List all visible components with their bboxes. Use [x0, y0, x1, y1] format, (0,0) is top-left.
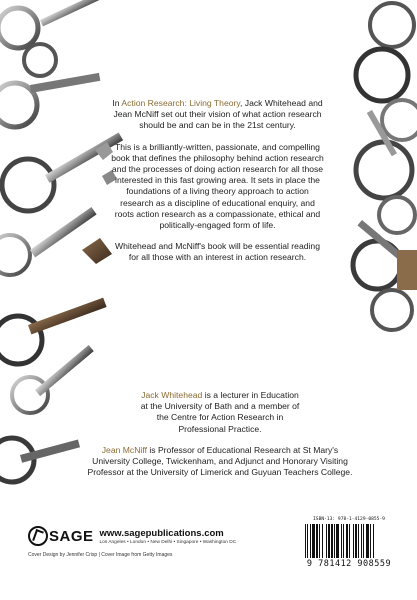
barcode-bar: [310, 524, 311, 558]
barcode-bar: [334, 524, 335, 558]
barcode-bar: [355, 524, 357, 558]
isbn-label: ISBN-13: 978-1-4129-0855-9: [313, 517, 385, 522]
barcode-bar: [319, 524, 320, 558]
publisher-footer: [28, 526, 258, 558]
barcode-bar: [322, 524, 323, 558]
barcode-bar: [316, 524, 318, 558]
cover-credit: Cover Design by Jennifer Crisp | Cover Image from Getty Images: [28, 552, 173, 558]
barcode-number: 9 781412 908559: [306, 559, 392, 569]
barcode-bar: [305, 524, 306, 558]
barcode-bar: [366, 524, 369, 558]
barcode-bar: [346, 524, 348, 558]
barcode-bar: [373, 524, 374, 558]
description-paragraph: This is a brilliantly-written, passionate, and compelling book that defines the philosophy behind action research and the processes of doing action research for all those interested in this fast growing area. It sets in place the foundations of a living theory approach to action research as a discipline of educational enquiry, and roots action research as a compassionate, ethical and politically-engaged form of life.: [111, 141, 324, 231]
barcode-bar: [331, 524, 333, 558]
blurb: [110, 98, 325, 274]
intro-paragraph: [110, 98, 325, 132]
barcode-bar: [343, 524, 344, 558]
isbn-barcode: [298, 515, 400, 573]
barcode-bar: [353, 524, 354, 558]
barcode-bar: [341, 524, 342, 558]
barcode-bar: [370, 524, 371, 558]
barcode-bar: [328, 524, 330, 558]
book-title: Action Research: Living Theory: [121, 98, 241, 108]
barcode-bar: [361, 524, 362, 558]
recommendation-paragraph: Whitehead and McNiff's book will be essential reading for all those with an interest in action research.: [115, 241, 320, 263]
author-bios: [85, 390, 355, 478]
publisher-website: www.sagepublications.com: [99, 527, 224, 539]
barcode-bar: [336, 524, 339, 558]
intro-lead: In: [112, 98, 122, 108]
barcode-bar: [307, 524, 308, 558]
barcode-bar: [349, 524, 350, 558]
author-name-whitehead: Jack Whitehead: [141, 390, 203, 400]
bio-text-whitehead: is a lecturer in Education at the University of Bath and a member of the Centre for Action Research in Professional Practice.: [140, 390, 300, 434]
sage-logo: SAGE: [28, 526, 94, 546]
intro-rest: , Jack Whitehead and Jean McNiff set out their vision of what action research should be and can be in the 21st century.: [113, 98, 323, 131]
barcode-bar: [358, 524, 359, 558]
bio-whitehead: [85, 390, 355, 435]
publisher-cities: Los Angeles • London • New Delhi • Singapore • Washington DC: [99, 539, 237, 545]
barcode-bar: [312, 524, 315, 558]
barcode-bars: [303, 524, 395, 558]
barcode-bar: [363, 524, 364, 558]
bio-text-mcniff: is Professor of Educational Research at St Mary's University College, Twickenham, and Adjunct and Honorary Visiting Professor at the University of Limerick and Guyuan Teachers College.: [87, 444, 353, 478]
barcode-bar: [326, 524, 327, 558]
bio-mcniff: [85, 445, 355, 479]
sage-logo-icon: [28, 526, 48, 546]
author-name-mcniff: Jean McNiff: [101, 444, 147, 455]
